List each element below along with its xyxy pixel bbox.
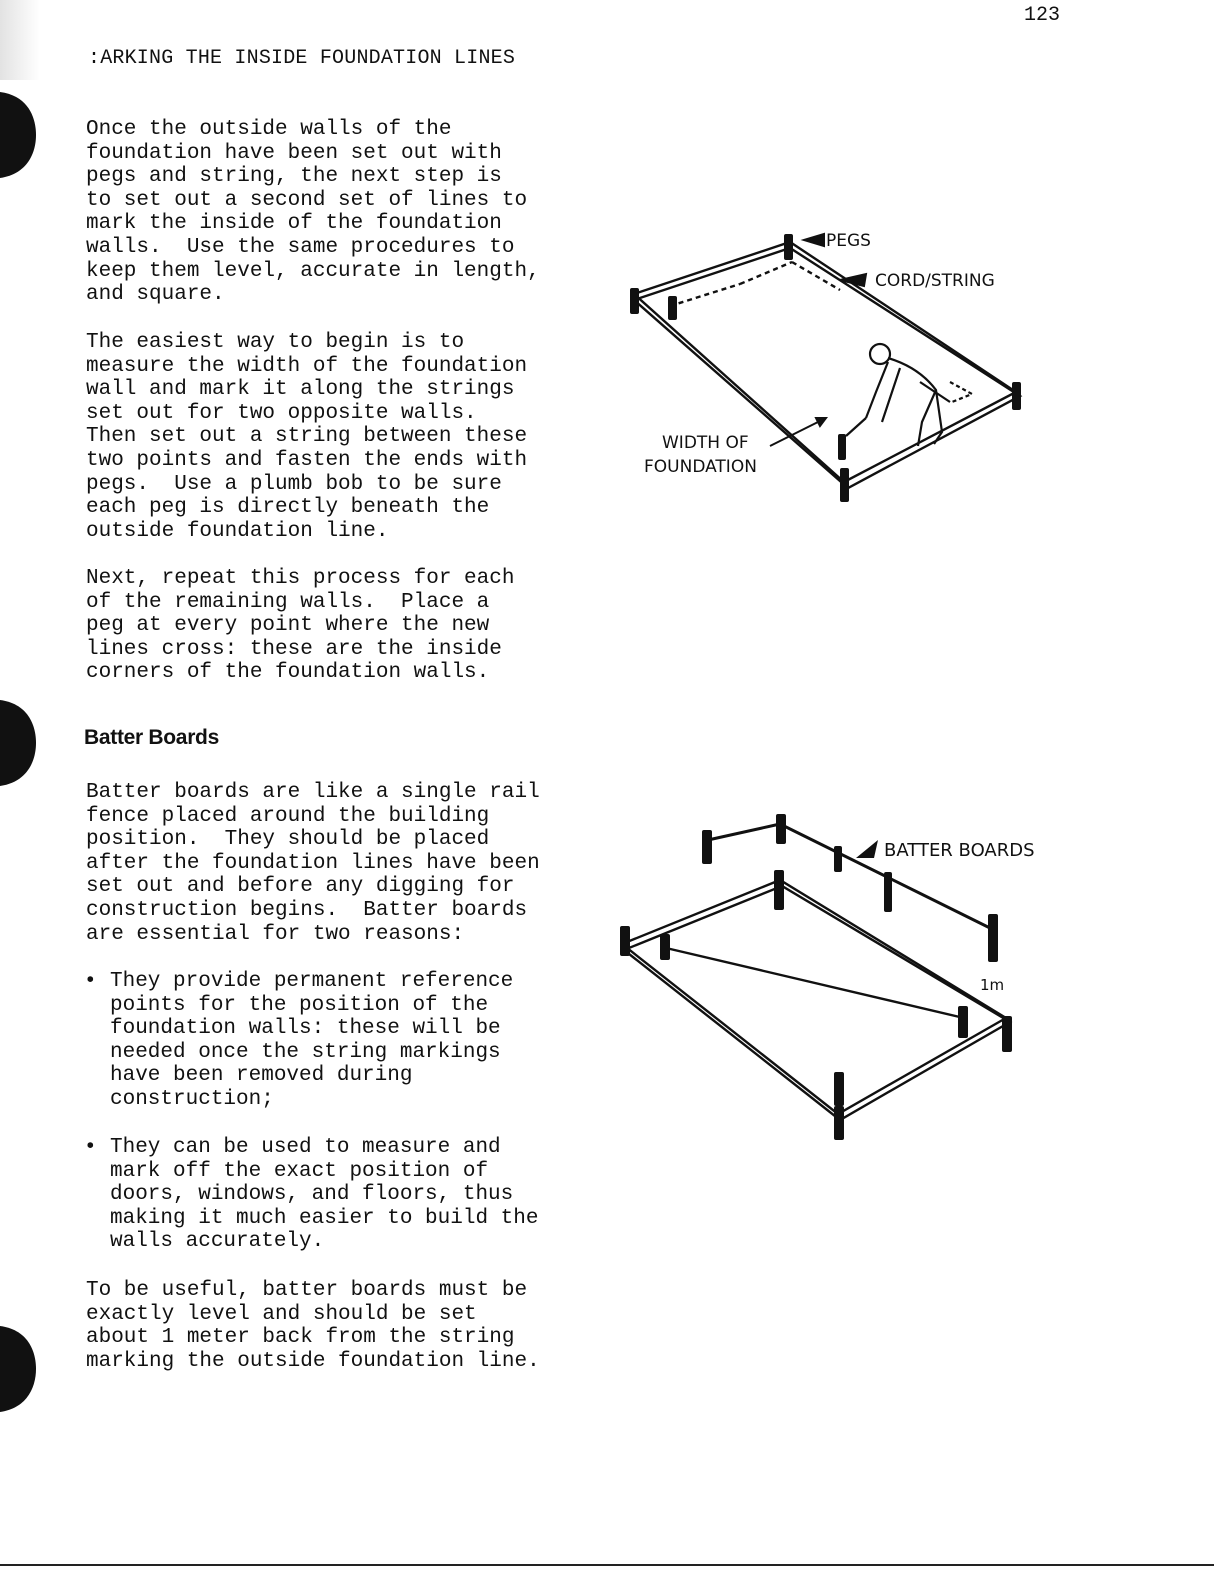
page-number: 123 xyxy=(1024,4,1061,27)
peg xyxy=(1012,382,1021,410)
peg xyxy=(660,934,670,960)
peg xyxy=(668,296,677,320)
batter-boards-diagram xyxy=(612,806,1062,1152)
label-distance-1m: 1m xyxy=(980,976,1005,994)
label-foundation: FOUNDATION xyxy=(644,457,757,477)
bullet-dot: • xyxy=(84,1136,97,1159)
label-width-of: WIDTH OF xyxy=(662,433,749,453)
binder-hole-top xyxy=(0,92,36,178)
foundation-string-diagram xyxy=(620,222,1060,512)
intro-paragraph-2: The easiest way to begin is to measure the width of the foundation wall and mark it along the strings set out for two opposite walls. Then set out a string between these two points and fasten the ends with pegs. Use a plumb bob to be sure each peg is directly beneath the outside foundation line. xyxy=(86,331,528,543)
intro-paragraph-1: Once the outside walls of the foundation have been set out with pegs and string, the next step is to set out a second set of lines to mark the inside of the foundation walls. Use the same procedures to keep them level, accurate in length, and square. xyxy=(86,118,540,307)
peg xyxy=(958,1006,968,1038)
batter-board-post xyxy=(834,846,842,872)
batter-boards-arrow xyxy=(856,840,878,858)
peg xyxy=(840,468,849,502)
bullet-dot: • xyxy=(84,970,97,993)
peg xyxy=(784,234,793,260)
bullet-text: They provide permanent reference points for the position of the foundation walls: these will be needed once the string markings have been removed during construction; xyxy=(110,970,514,1111)
peg xyxy=(774,870,784,910)
label-cord-string: CORD/STRING xyxy=(875,271,995,291)
page-bottom-rule xyxy=(0,1564,1214,1566)
peg xyxy=(834,1072,844,1106)
intro-paragraph-3: Next, repeat this process for each of the remaining walls. Place a peg at every point where the new lines cross: these are the inside corners of the foundation walls. xyxy=(86,567,515,685)
batter-boards-closing: To be useful, batter boards must be exactly level and should be set about 1 meter back from the string marking the outside foundation line. xyxy=(86,1279,540,1373)
pegs-arrow xyxy=(804,234,824,246)
foundation-string-line xyxy=(622,880,1006,1114)
batter-boards-intro: Batter boards are like a single rail fence placed around the building position. They should be placed after the foundation lines have been set out and before any digging for construction begins. Batter boards are essential for two reasons: xyxy=(86,781,540,946)
batter-board-post xyxy=(776,814,786,844)
batter-board-post xyxy=(702,830,712,864)
page-title: :ARKING THE INSIDE FOUNDATION LINES xyxy=(88,47,516,70)
peg xyxy=(620,926,630,956)
batter-board-post xyxy=(988,914,998,962)
peg xyxy=(630,288,639,314)
batter-board-post xyxy=(884,872,892,912)
label-batter-boards: BATTER BOARDS xyxy=(884,840,1035,861)
binder-hole-middle xyxy=(0,700,36,786)
scan-edge-shadow xyxy=(0,0,40,80)
label-pegs: PEGS xyxy=(826,231,871,251)
peg xyxy=(834,1106,844,1140)
bullet-text: They can be used to measure and mark off the exact position of doors, windows, and floors, thus making it much easier to build the walls accurately. xyxy=(110,1136,539,1254)
peg xyxy=(838,434,846,460)
peg xyxy=(1002,1016,1012,1052)
inside-string-line xyxy=(670,284,740,306)
section-heading-batter-boards: Batter Boards xyxy=(84,726,219,749)
cord-arrow xyxy=(840,274,866,286)
binder-hole-bottom xyxy=(0,1326,36,1412)
